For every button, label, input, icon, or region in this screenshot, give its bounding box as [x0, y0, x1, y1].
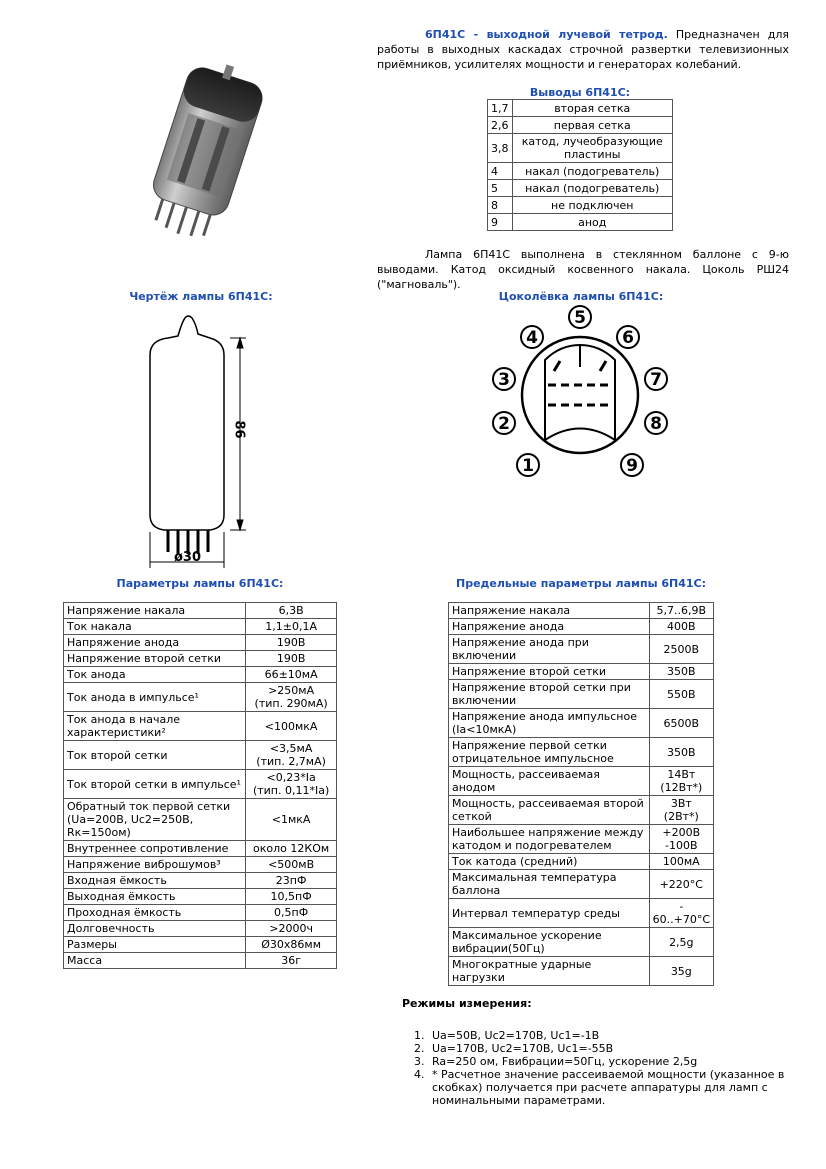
params-value: 36г: [246, 953, 337, 969]
tube-drawing: [130, 310, 260, 575]
limits-table: [448, 602, 714, 986]
params-name: Напряжение анода: [64, 635, 246, 651]
params-name: Размеры: [64, 937, 246, 953]
params-value: 190В: [246, 635, 337, 651]
limits-row: [449, 957, 714, 986]
mode-item: 3. Ra=250 ом, Fвибрации=50Гц, ускорение 2,5g: [428, 1055, 800, 1068]
pin-row: [488, 134, 673, 163]
limits-value: 350В: [649, 738, 713, 767]
pin-description: анод: [512, 214, 673, 231]
pin-description: накал (подогреватель): [512, 180, 673, 197]
limits-value: 350В: [649, 664, 713, 680]
params-row: [64, 603, 337, 619]
pin-number-label: 2: [498, 414, 510, 434]
params-value: 10,5пФ: [246, 889, 337, 905]
pin-number-label: 8: [650, 414, 662, 434]
limits-value: 400В: [649, 619, 713, 635]
pins-heading: Выводы 6П41С:: [529, 86, 631, 99]
limits-row: [449, 767, 714, 796]
params-value: 0,5пФ: [246, 905, 337, 921]
params-value: 23пФ: [246, 873, 337, 889]
limits-row: [449, 796, 714, 825]
width-label: ø30: [174, 550, 202, 565]
pin-row: [488, 197, 673, 214]
pin-row: [488, 214, 673, 231]
pin-number-label: 1: [522, 456, 534, 476]
params-row: [64, 619, 337, 635]
params-row: [64, 953, 337, 969]
params-name: Ток накала: [64, 619, 246, 635]
limits-name: Напряжение первой сетки отрицательное импульсное: [449, 738, 650, 767]
limits-row: [449, 870, 714, 899]
params-heading: Параметры лампы 6П41С:: [116, 577, 284, 590]
construction-paragraph: [377, 247, 789, 292]
limits-name: Наибольшее напряжение между катодом и подогревателем: [449, 825, 650, 854]
intro-paragraph: [377, 27, 789, 72]
pin-number: 9: [488, 214, 513, 231]
params-name: Ток второй сетки в импульсе¹: [64, 770, 246, 799]
params-name: Масса: [64, 953, 246, 969]
tube-photo: [118, 60, 293, 240]
params-row: [64, 905, 337, 921]
pin-number-label: 6: [622, 328, 634, 348]
params-row: [64, 667, 337, 683]
pin-row: [488, 117, 673, 134]
params-row: [64, 857, 337, 873]
pin-row: [488, 180, 673, 197]
params-name: Напряжение второй сетки: [64, 651, 246, 667]
params-row: [64, 712, 337, 741]
pin-description: первая сетка: [512, 117, 673, 134]
pin-number-label: 7: [650, 370, 662, 390]
params-name: Обратный ток первой сетки (Ua=200В, Uc2=250В, Rк=150ом): [64, 799, 246, 841]
limits-name: Ток катода (средний): [449, 854, 650, 870]
pin-number-label: 3: [498, 370, 510, 390]
params-row: [64, 741, 337, 770]
height-label: 86: [231, 420, 247, 439]
params-row: [64, 683, 337, 712]
limits-row: [449, 664, 714, 680]
limits-value: 100мА: [649, 854, 713, 870]
limits-row: [449, 709, 714, 738]
pin-number-label: 9: [626, 456, 638, 476]
limits-row: [449, 603, 714, 619]
params-value: около 12КОм: [246, 841, 337, 857]
base-pinout-diagram: [490, 305, 670, 485]
limits-value: 3Вт (2Вт*): [649, 796, 713, 825]
limits-name: Мощность, рассеиваемая второй сеткой: [449, 796, 650, 825]
params-name: Ток второй сетки: [64, 741, 246, 770]
limits-heading: Предельные параметры лампы 6П41С:: [455, 577, 707, 590]
limits-name: Напряжение второй сетки при включении: [449, 680, 650, 709]
modes-list: [400, 1029, 800, 1107]
mode-item: 4. * Расчетное значение рассеиваемой мощности (указанное в скобках) получается при расчете аппаратуры для ламп с номинальными параметрами.: [428, 1068, 800, 1107]
params-row: [64, 770, 337, 799]
params-row: [64, 799, 337, 841]
pin-row: [488, 100, 673, 117]
params-value: <0,23*Ia (тип. 0,11*Ia): [246, 770, 337, 799]
params-value: Ø30x86мм: [246, 937, 337, 953]
limits-value: 35g: [649, 957, 713, 986]
intro-text: Предназначен для работы в выходных каскадах строчной развертки телевизионных приёмников, усилителях мощности и генераторах колебаний.: [377, 28, 789, 71]
limits-row: [449, 635, 714, 664]
params-table: [63, 602, 337, 969]
pins-table: [487, 99, 673, 231]
params-row: [64, 635, 337, 651]
params-name: Напряжение накала: [64, 603, 246, 619]
params-name: Входная ёмкость: [64, 873, 246, 889]
limits-value: 14Вт (12Вт*): [649, 767, 713, 796]
drawing-heading: Чертёж лампы 6П41С:: [129, 290, 273, 303]
params-name: Ток анода в начале характеристики²: [64, 712, 246, 741]
pin-number: 8: [488, 197, 513, 214]
limits-row: [449, 928, 714, 957]
limits-name: Многократные ударные нагрузки: [449, 957, 650, 986]
limits-name: Интервал температур среды: [449, 899, 650, 928]
pin-description: накал (подогреватель): [512, 163, 673, 180]
limits-value: 2,5g: [649, 928, 713, 957]
pin-row: [488, 163, 673, 180]
limits-row: [449, 825, 714, 854]
params-value: 1,1±0,1А: [246, 619, 337, 635]
params-name: Ток анода: [64, 667, 246, 683]
pin-number: 3,8: [488, 134, 513, 163]
params-name: Напряжение виброшумов³: [64, 857, 246, 873]
params-value: 6,3В: [246, 603, 337, 619]
params-value: <500мВ: [246, 857, 337, 873]
pin-description: катод, лучеобразующие пластины: [512, 134, 673, 163]
params-value: <100мкА: [246, 712, 337, 741]
pin-number: 2,6: [488, 117, 513, 134]
limits-value: 5,7..6,9В: [649, 603, 713, 619]
params-name: Выходная ёмкость: [64, 889, 246, 905]
limits-name: Напряжение анода импульсное (Ia<10мкА): [449, 709, 650, 738]
pin-number-label: 5: [574, 308, 586, 328]
pin-description: вторая сетка: [512, 100, 673, 117]
modes-heading: Режимы измерения:: [402, 997, 532, 1010]
limits-value: 6500В: [649, 709, 713, 738]
params-name: Внутреннее сопротивление: [64, 841, 246, 857]
limits-row: [449, 899, 714, 928]
params-row: [64, 889, 337, 905]
base-heading: Цоколёвка лампы 6П41С:: [498, 290, 664, 303]
pin-number: 4: [488, 163, 513, 180]
intro-title: 6П41С - выходной лучевой тетрод.: [425, 28, 668, 41]
limits-name: Максимальное ускорение вибрации(50Гц): [449, 928, 650, 957]
limits-value: +220°C: [649, 870, 713, 899]
limits-value: - 60..+70°C: [649, 899, 713, 928]
limits-name: Напряжение второй сетки: [449, 664, 650, 680]
pin-number-label: 4: [526, 328, 538, 348]
params-row: [64, 921, 337, 937]
limits-row: [449, 854, 714, 870]
params-value: <3,5мА (тип. 2,7мА): [246, 741, 337, 770]
params-row: [64, 651, 337, 667]
limits-name: Напряжение анода: [449, 619, 650, 635]
pin-number: 5: [488, 180, 513, 197]
params-name: Долговечность: [64, 921, 246, 937]
mode-item: 1. Ua=50В, Uc2=170В, Uc1=-1В: [428, 1029, 800, 1042]
params-name: Проходная ёмкость: [64, 905, 246, 921]
params-row: [64, 937, 337, 953]
params-value: <1мкА: [246, 799, 337, 841]
limits-value: 550В: [649, 680, 713, 709]
limits-row: [449, 619, 714, 635]
params-value: >250мА (тип. 290мА): [246, 683, 337, 712]
limits-name: Мощность, рассеиваемая анодом: [449, 767, 650, 796]
params-row: [64, 841, 337, 857]
params-name: Ток анода в импульсе¹: [64, 683, 246, 712]
mode-item: 2. Ua=170В, Uc2=170В, Uc1=-55В: [428, 1042, 800, 1055]
limits-row: [449, 738, 714, 767]
limits-value: +200В -100В: [649, 825, 713, 854]
params-value: 66±10мА: [246, 667, 337, 683]
limits-name: Максимальная температура баллона: [449, 870, 650, 899]
limits-row: [449, 680, 714, 709]
pin-number: 1,7: [488, 100, 513, 117]
limits-name: Напряжение анода при включении: [449, 635, 650, 664]
limits-name: Напряжение накала: [449, 603, 650, 619]
limits-value: 2500В: [649, 635, 713, 664]
params-value: 190В: [246, 651, 337, 667]
params-value: >2000ч: [246, 921, 337, 937]
params-row: [64, 873, 337, 889]
pin-description: не подключен: [512, 197, 673, 214]
construction-text: Лампа 6П41С выполнена в стеклянном баллоне с 9-ю выводами. Катод оксидный косвенного накала. Цоколь РШ24 ("магноваль").: [377, 248, 789, 291]
